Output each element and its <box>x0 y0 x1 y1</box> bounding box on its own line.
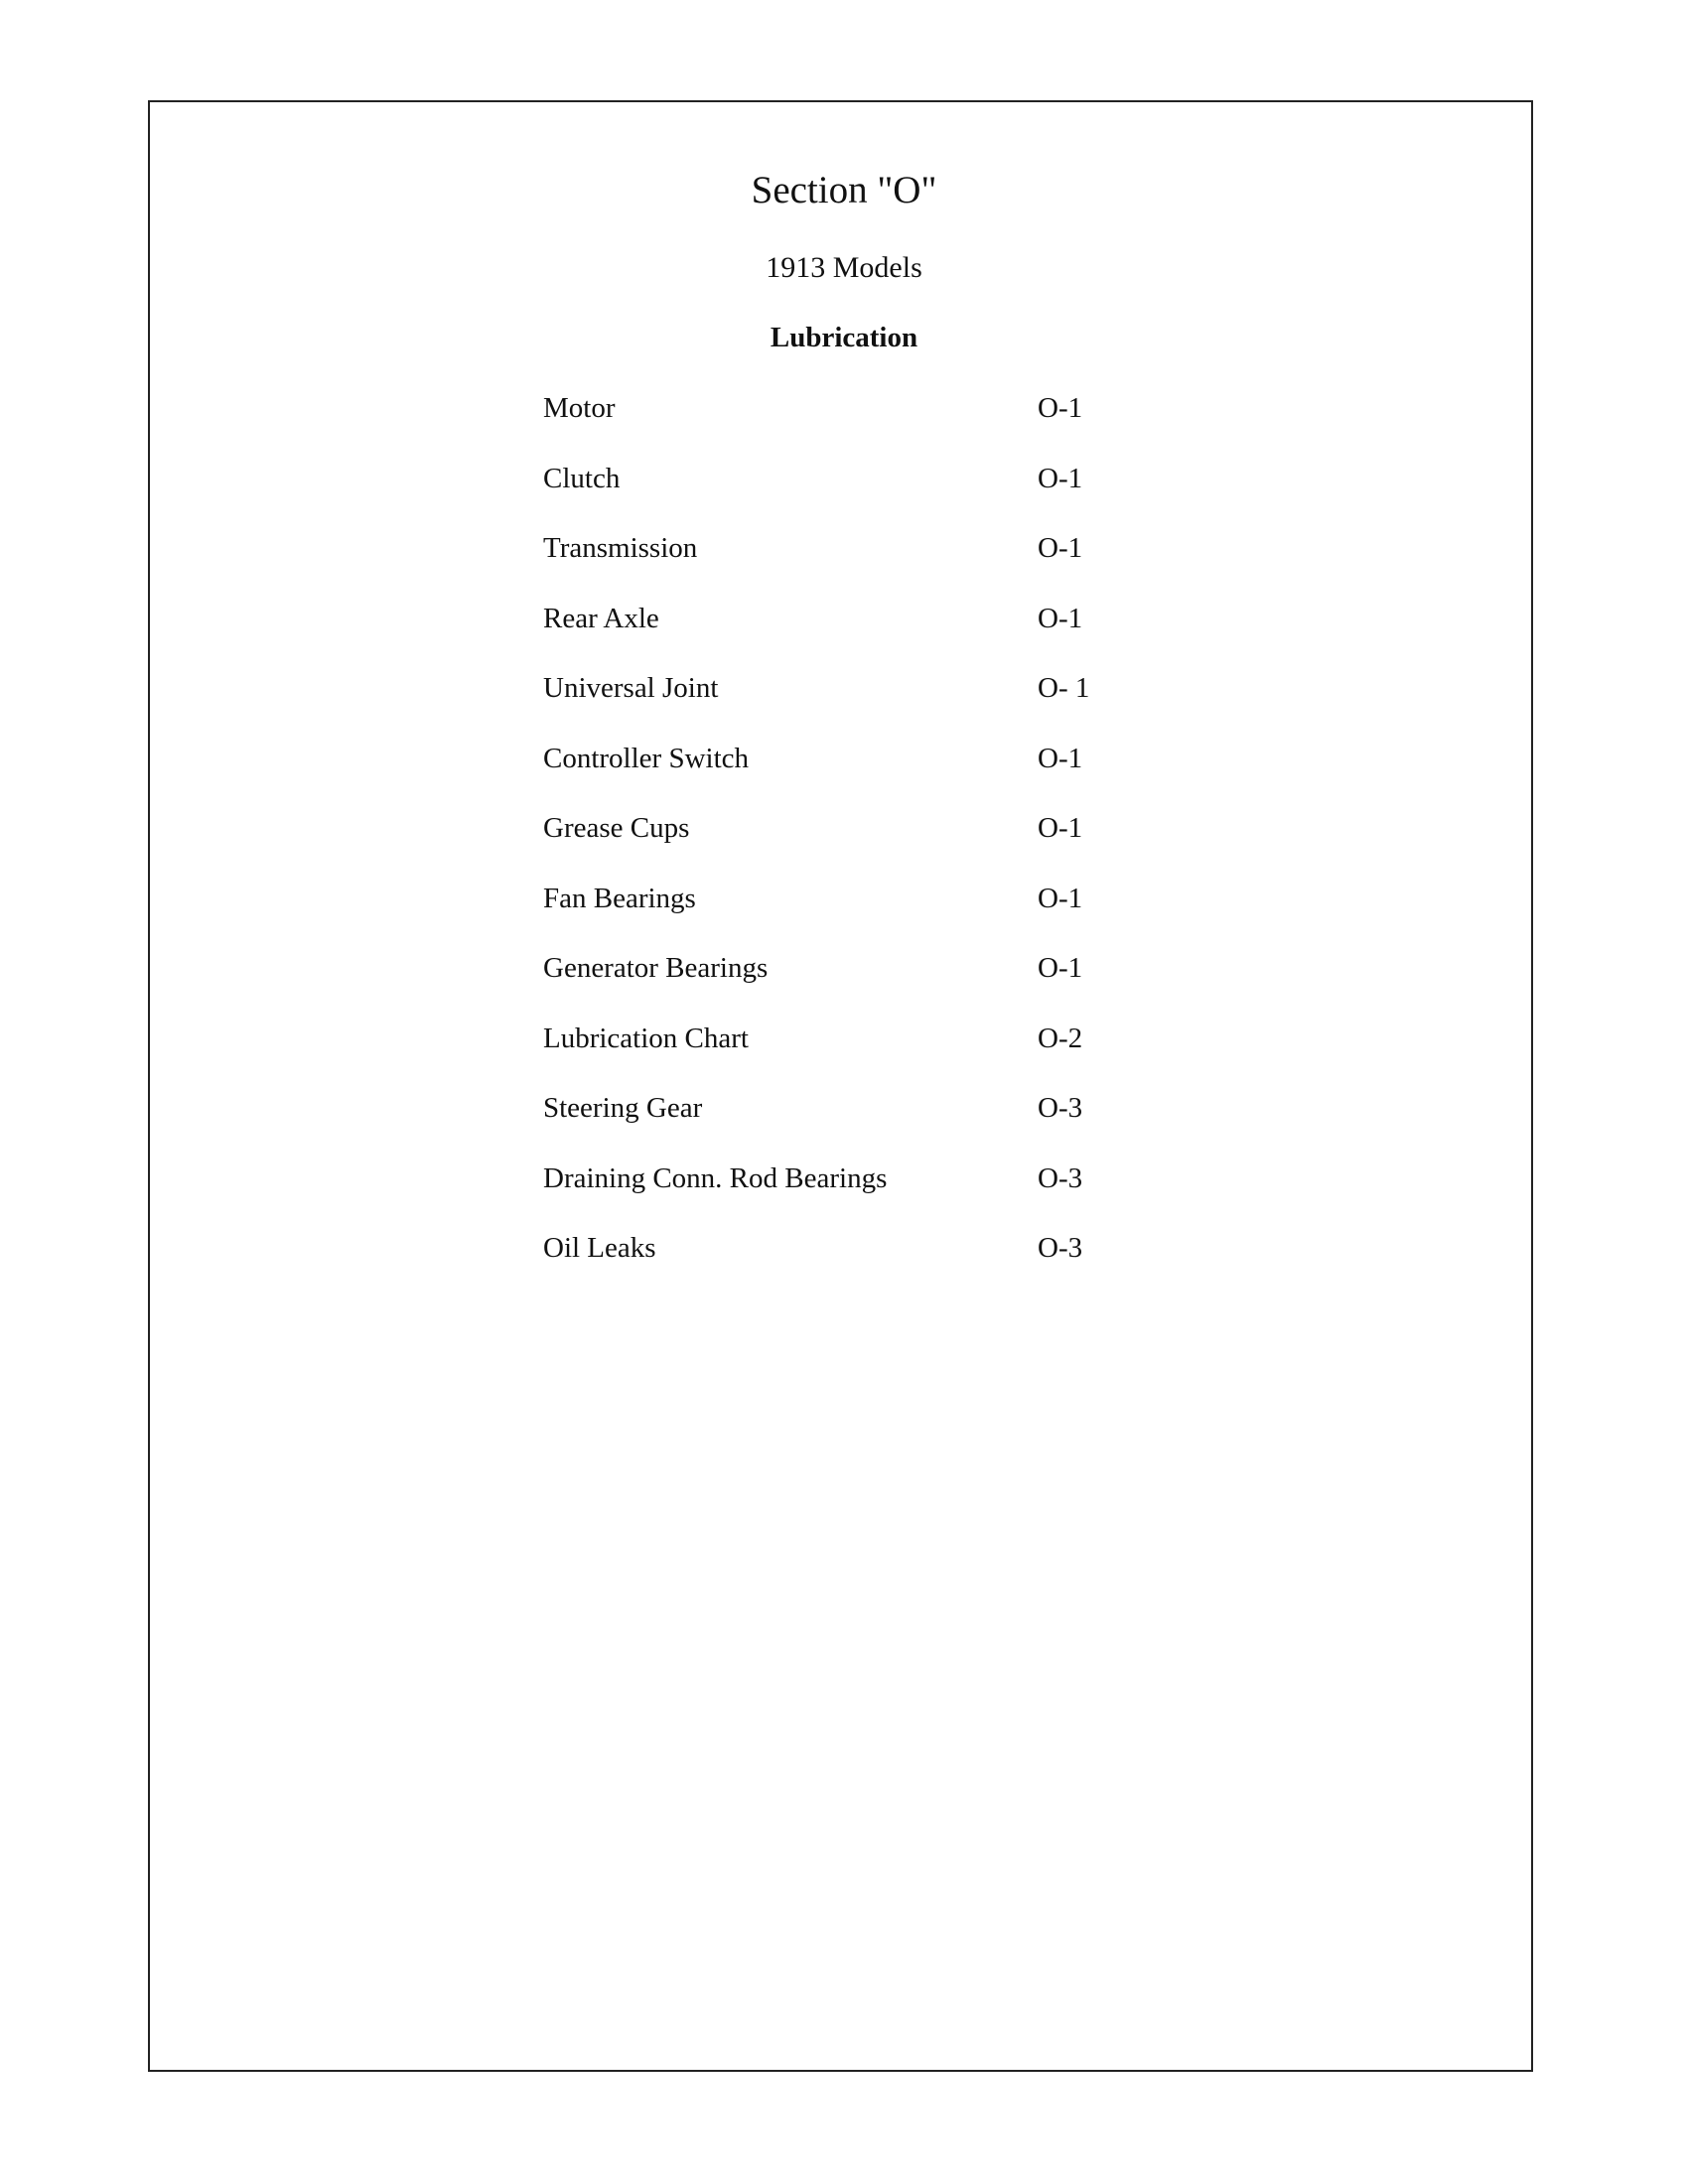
toc-entry-page: O-3 <box>1038 1161 1083 1194</box>
toc-entry <box>543 1228 1139 1298</box>
subject-heading: Lubrication <box>770 322 918 353</box>
models-subtitle: 1913 Models <box>766 251 922 284</box>
toc-entry <box>543 388 1139 459</box>
toc-entry-label: Motor <box>543 392 616 424</box>
toc-entry <box>543 668 1139 739</box>
toc-entry-page: O-2 <box>1038 1022 1083 1054</box>
toc-entry-label: Oil Leaks <box>543 1232 656 1264</box>
toc-entry-page: O-1 <box>1038 532 1083 564</box>
toc-entry-page: O-3 <box>1038 1092 1083 1124</box>
toc-entry <box>543 948 1139 1019</box>
toc-entry-page: O-1 <box>1038 602 1083 634</box>
toc-entry-label: Steering Gear <box>543 1092 703 1124</box>
toc-entry-page: O-1 <box>1038 812 1083 844</box>
toc-entry-page: O-1 <box>1038 742 1083 774</box>
toc-entry-label: Rear Axle <box>543 602 659 634</box>
toc-entry-page: O-1 <box>1038 952 1083 984</box>
toc-entry <box>543 459 1139 529</box>
toc-entry <box>543 1019 1139 1089</box>
toc-entry-page: O-1 <box>1038 882 1083 914</box>
toc-entry-page: O- 1 <box>1038 672 1090 704</box>
toc-entry-label: Transmission <box>543 532 698 564</box>
toc-entry <box>543 1088 1139 1159</box>
toc-entry-page: O-1 <box>1038 462 1083 494</box>
toc-entry <box>543 808 1139 879</box>
toc-entry <box>543 879 1139 949</box>
toc-entry-label: Universal Joint <box>543 672 719 704</box>
toc-entry-label: Fan Bearings <box>543 882 696 914</box>
toc-entry-page: O-1 <box>1038 392 1083 424</box>
toc-entry-label: Draining Conn. Rod Bearings <box>543 1161 888 1194</box>
toc-entry-label: Controller Switch <box>543 742 750 774</box>
toc-entry <box>543 1159 1139 1229</box>
toc-entry <box>543 528 1139 599</box>
toc-entry <box>543 599 1139 669</box>
toc-entry <box>543 739 1139 809</box>
toc-entry-label: Grease Cups <box>543 812 690 844</box>
section-title: Section "O" <box>751 169 937 211</box>
table-of-contents <box>543 388 1139 1298</box>
toc-entry-label: Generator Bearings <box>543 952 769 984</box>
toc-entry-label: Clutch <box>543 462 621 494</box>
toc-entry-page: O-3 <box>1038 1232 1083 1264</box>
toc-entry-label: Lubrication Chart <box>543 1022 749 1054</box>
